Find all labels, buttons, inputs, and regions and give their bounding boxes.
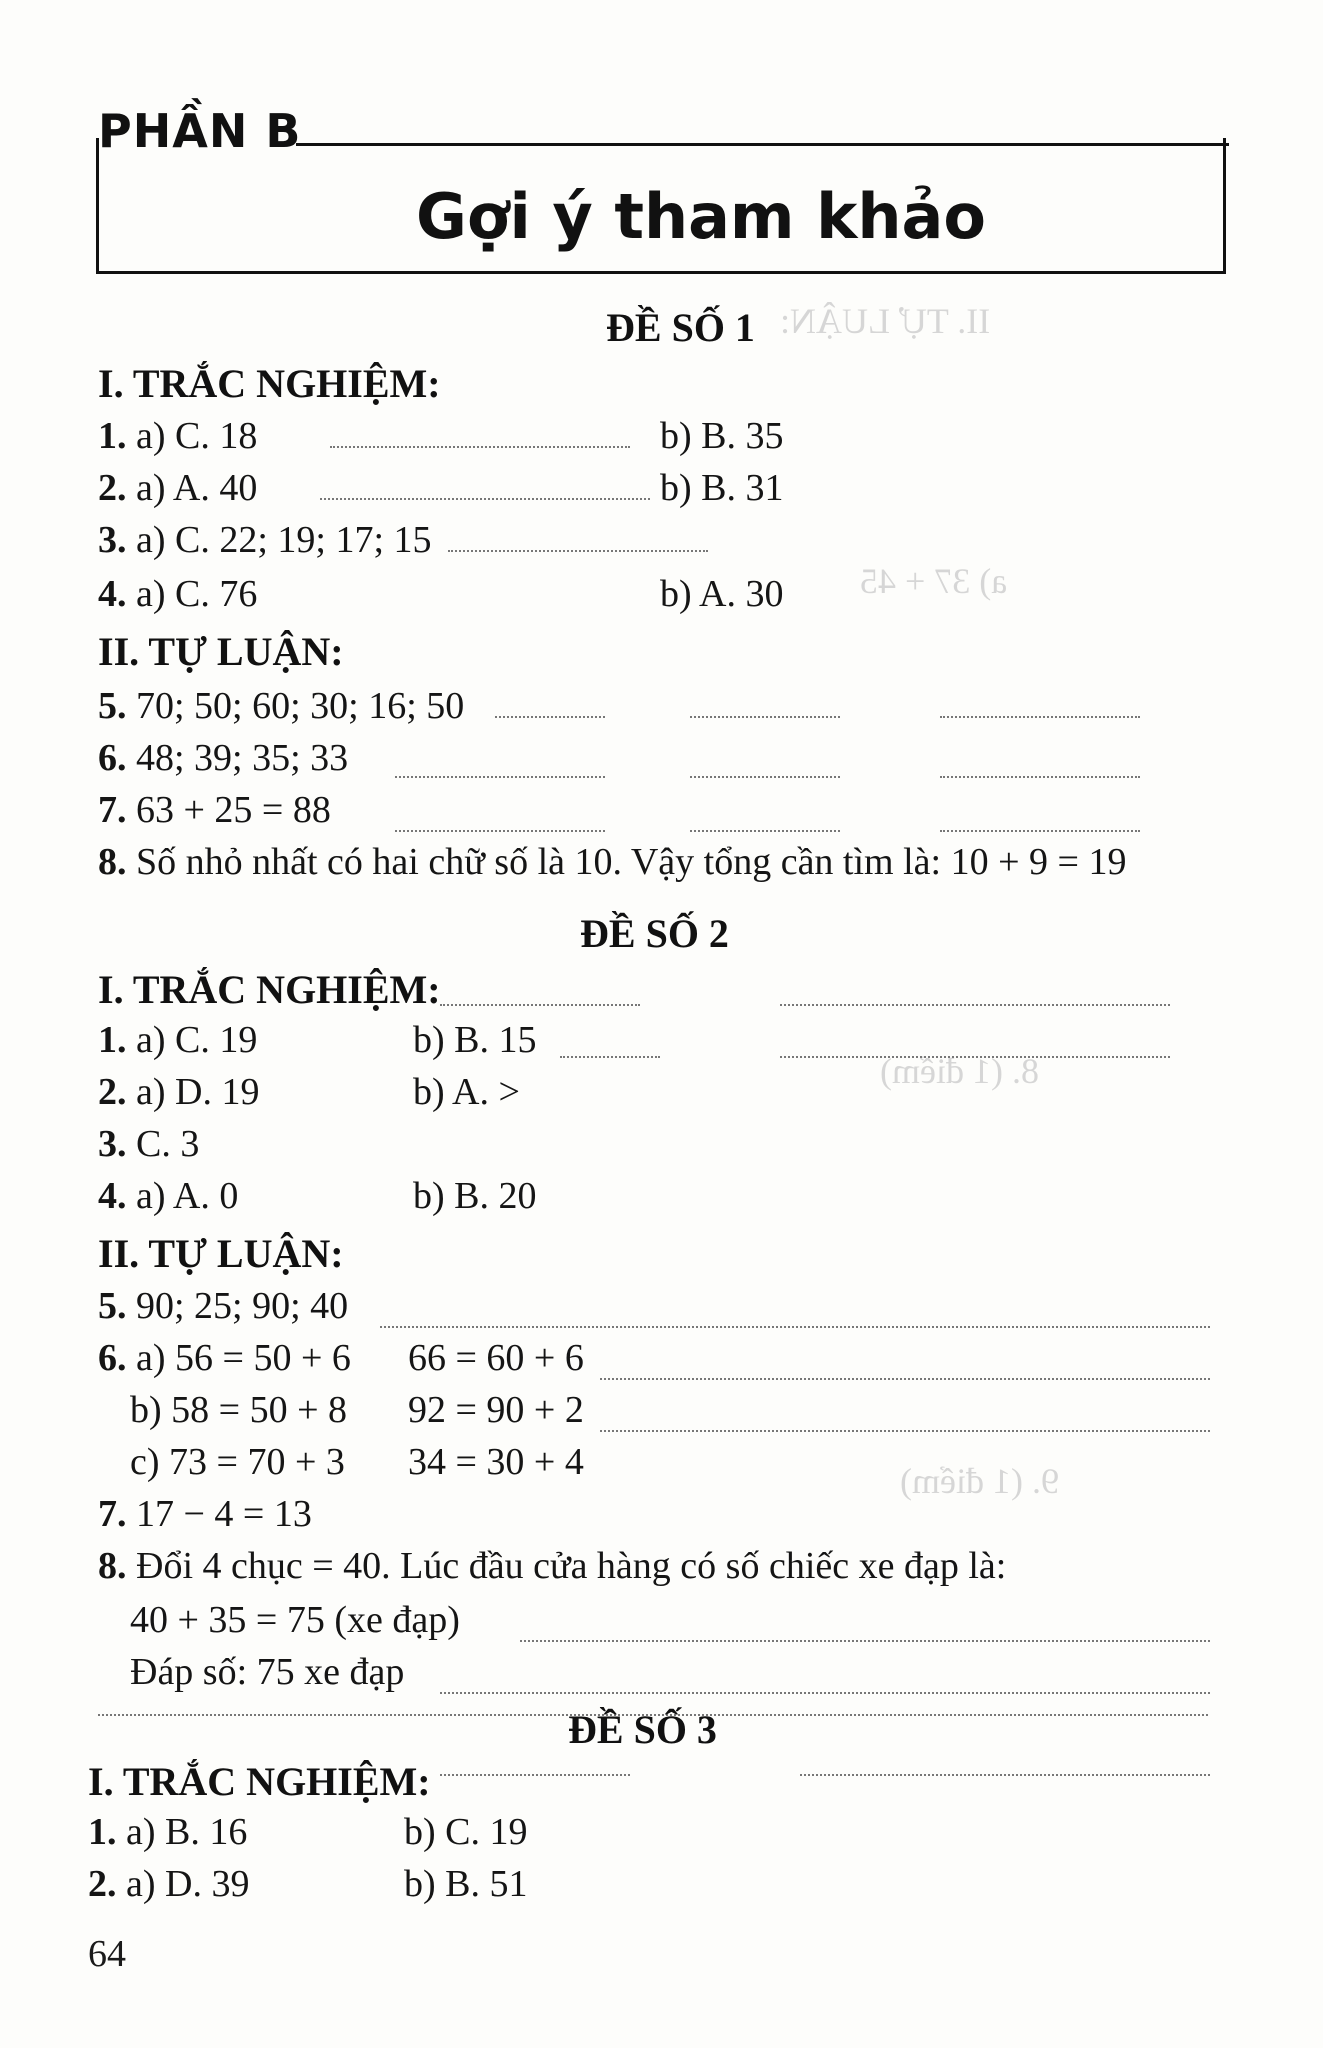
answer-text: 17 − 4 = 13 xyxy=(136,1493,312,1535)
question-number: 5. xyxy=(98,1285,127,1327)
answer-line xyxy=(98,518,432,562)
answer-line xyxy=(98,1492,312,1536)
answer-line xyxy=(98,1122,199,1166)
answer-a: a) B. 16 xyxy=(126,1811,248,1853)
dotted-leader xyxy=(395,830,605,832)
dotted-leader xyxy=(440,1004,640,1006)
question-number: 4. xyxy=(98,573,127,615)
dotted-leader xyxy=(330,446,630,448)
answer-line xyxy=(98,572,257,616)
dotted-leader xyxy=(440,1774,630,1776)
exam-heading-3: ĐỀ SỐ 3 xyxy=(568,1707,717,1752)
question-number: 6. xyxy=(98,737,127,779)
answer-b: b) C. 19 xyxy=(404,1811,528,1853)
answer-b2: 92 = 90 + 2 xyxy=(408,1389,584,1431)
answer-b1: b) 58 = 50 + 8 xyxy=(130,1389,348,1431)
answer-a: a) A. 0 xyxy=(136,1175,239,1217)
answer-line xyxy=(98,1174,238,1218)
answer-b: b) A. > xyxy=(413,1071,520,1113)
dotted-leader xyxy=(940,776,1140,778)
dotted-leader xyxy=(690,776,840,778)
answer-text: Số nhỏ nhất có hai chữ số là 10. Vậy tổng cần tìm là: 10 + 9 = 19 xyxy=(136,841,1127,883)
dotted-leader xyxy=(690,830,840,832)
answer-text: 63 + 25 = 88 xyxy=(136,789,331,831)
question-number: 8. xyxy=(98,1545,127,1587)
bleed-through-text: 8. (1 điểm) xyxy=(880,1051,1039,1091)
question-number: 1. xyxy=(88,1811,117,1853)
question-number: 4. xyxy=(98,1175,127,1217)
answer-line xyxy=(98,840,1126,884)
answer-b: b) A. 30 xyxy=(660,573,784,615)
answer-b: b) B. 51 xyxy=(404,1863,528,1905)
answer-a: a) D. 19 xyxy=(136,1071,260,1113)
answer-line xyxy=(98,1018,257,1062)
answer-line xyxy=(88,1862,249,1906)
question-number: 8. xyxy=(98,841,127,883)
question-number: 1. xyxy=(98,415,127,457)
dotted-leader xyxy=(800,1774,1210,1776)
dotted-leader xyxy=(690,716,840,718)
dotted-leader xyxy=(940,830,1140,832)
question-number: 2. xyxy=(98,1071,127,1113)
answer-a: a) C. 18 xyxy=(136,415,258,457)
answer-line xyxy=(98,1336,351,1380)
answer-line xyxy=(88,1810,247,1854)
question-number: 6. xyxy=(98,1337,127,1379)
section-multiple-choice-1: I. TRẮC NGHIỆM: xyxy=(98,361,441,406)
dotted-leader xyxy=(600,1430,1210,1432)
answer-a: a) C. 22; 19; 17; 15 xyxy=(136,519,432,561)
bleed-through-text: a) 37 + 45 xyxy=(860,561,1008,601)
answer-a1: a) 56 = 50 + 6 xyxy=(136,1337,351,1379)
question-number: 3. xyxy=(98,1123,127,1165)
dotted-leader xyxy=(495,716,605,718)
answer-text: 70; 50; 60; 30; 16; 50 xyxy=(136,685,465,727)
dotted-leader xyxy=(780,1056,1170,1058)
dotted-leader xyxy=(520,1640,1210,1642)
part-label: PHẦN B xyxy=(98,104,302,158)
calculation: 40 + 35 = 75 (xe đạp) xyxy=(130,1599,460,1641)
answer-b: b) B. 15 xyxy=(413,1019,537,1061)
answer-c2: 34 = 30 + 4 xyxy=(408,1441,584,1483)
bleed-through-text: 9. (1 điểm) xyxy=(900,1461,1059,1501)
dotted-leader xyxy=(600,1378,1210,1380)
question-number: 2. xyxy=(98,467,127,509)
dotted-leader xyxy=(940,716,1140,718)
answer-text: Đổi 4 chục = 40. Lúc đầu cửa hàng có số chiếc xe đạp là: xyxy=(136,1545,1007,1587)
dotted-leader xyxy=(320,498,650,500)
dotted-leader xyxy=(448,550,708,552)
answer-a2: 66 = 60 + 6 xyxy=(408,1337,584,1379)
answer-line xyxy=(98,788,331,832)
answer-line xyxy=(98,1070,259,1114)
answer-b: b) B. 31 xyxy=(660,467,784,509)
answer-a: a) D. 39 xyxy=(126,1863,250,1905)
exam-heading-2: ĐỀ SỐ 2 xyxy=(580,911,729,956)
question-number: 2. xyxy=(88,1863,117,1905)
page-title: Gợi ý tham khảo xyxy=(416,180,986,253)
answer-b: b) B. 35 xyxy=(660,415,784,457)
final-answer: Đáp số: 75 xe đạp xyxy=(130,1651,405,1693)
exam-heading-1: ĐỀ SỐ 1 xyxy=(606,305,755,350)
answer-line xyxy=(98,1284,348,1328)
dotted-leader xyxy=(560,1056,660,1058)
question-number: 1. xyxy=(98,1019,127,1061)
answer-text: 48; 39; 35; 33 xyxy=(136,737,349,779)
section-multiple-choice-3: I. TRẮC NGHIỆM: xyxy=(88,1759,431,1804)
question-number: 3. xyxy=(98,519,127,561)
answer-line xyxy=(98,684,464,728)
section-essay-1: II. TỰ LUẬN: xyxy=(98,629,344,674)
question-number: 5. xyxy=(98,685,127,727)
answer-line xyxy=(98,466,257,510)
answer-a: a) C. 76 xyxy=(136,573,258,615)
answer-line xyxy=(98,1544,1006,1588)
bleed-through-text: II. TỰ LUẬN: xyxy=(780,301,991,341)
answer-a: a) C. 19 xyxy=(136,1019,258,1061)
section-essay-2: II. TỰ LUẬN: xyxy=(98,1231,344,1276)
section-multiple-choice-2: I. TRẮC NGHIỆM: xyxy=(98,967,441,1012)
answer-line xyxy=(98,736,348,780)
question-number: 7. xyxy=(98,789,127,831)
page-number: 64 xyxy=(88,1933,126,1975)
answer-text: 90; 25; 90; 40 xyxy=(136,1285,349,1327)
question-number: 7. xyxy=(98,1493,127,1535)
dotted-leader xyxy=(380,1326,1210,1328)
answer-c1: c) 73 = 70 + 3 xyxy=(130,1441,345,1483)
answer-a: a) A. 40 xyxy=(136,467,258,509)
dotted-leader xyxy=(395,776,605,778)
dotted-leader xyxy=(780,1004,1170,1006)
answer-line xyxy=(98,414,257,458)
dotted-leader xyxy=(440,1692,1210,1694)
answer-b: b) B. 20 xyxy=(413,1175,537,1217)
answer-a: C. 3 xyxy=(136,1123,200,1165)
